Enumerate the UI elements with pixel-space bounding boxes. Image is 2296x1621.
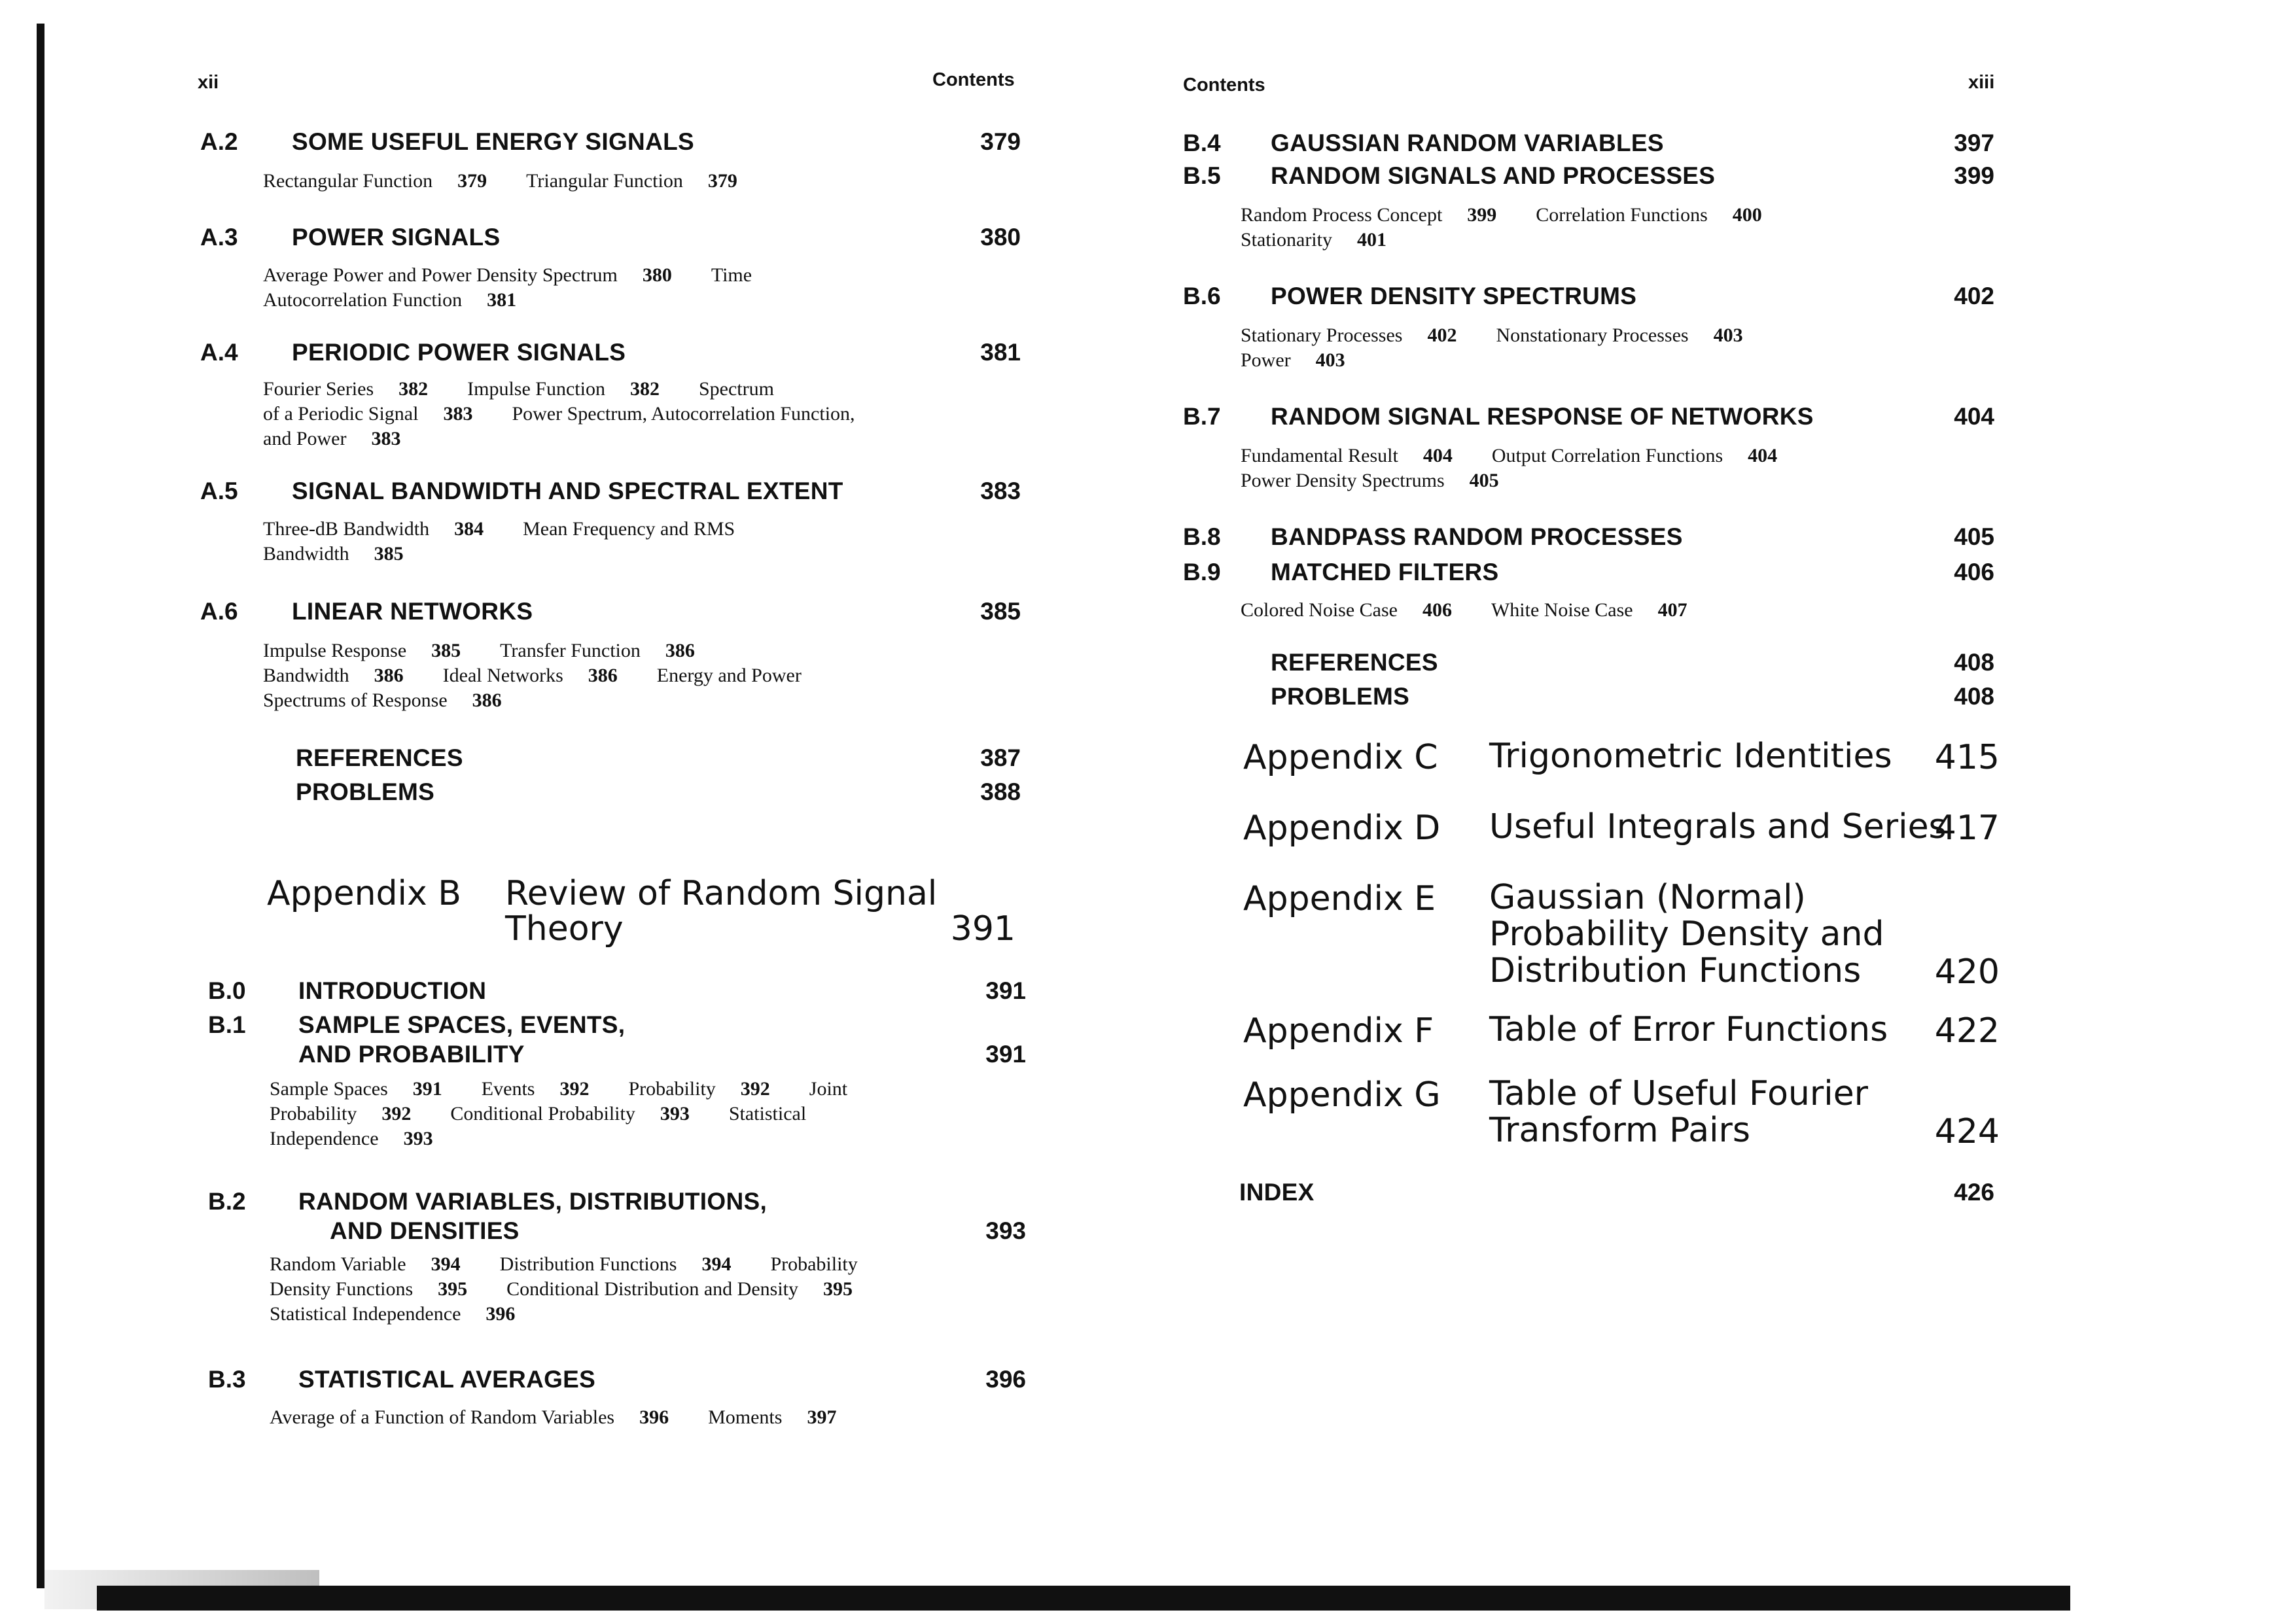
section-number: B.2 [208,1188,246,1215]
subtopic-label: Fourier Series [263,378,374,400]
subtopic-page: 382 [398,378,429,400]
section-title: RANDOM VARIABLES, DISTRIBUTIONS, [298,1188,768,1215]
subtopic-page: 379 [457,170,487,192]
section-subtopics [270,1405,875,1430]
section-page: 380 [980,224,1021,251]
subtopic-label: Moments [708,1406,783,1428]
section-number: A.5 [200,478,238,504]
subtopic-page: 394 [701,1253,732,1275]
subtopic-label: Statistical [728,1103,807,1124]
subtopic-label: Distribution Functions [499,1253,677,1275]
subtopic-label: Mean Frequency and RMS [523,518,735,540]
subtopic-line [1241,323,1782,348]
subtopic-page: 392 [559,1078,590,1100]
appendix-title [1489,738,1892,775]
subtopic-page: 396 [486,1303,516,1325]
appendix-page: 422 [1934,1011,2000,1051]
appendix-title [1489,1011,1888,1048]
appendix-title-line: Trigonometric Identities [1489,737,1892,776]
left-page-number: xii [198,72,219,93]
section-page: 391 [985,977,1026,1004]
end-matter-page: 408 [1954,649,1994,676]
subtopic-line [270,1126,847,1151]
appendix-label: Appendix G [1243,1075,1441,1115]
subtopic-page: 395 [822,1278,853,1300]
section-number: B.0 [208,977,246,1004]
section-subtopics [1241,203,1801,253]
subtopic-label: Autocorrelation Function [263,289,463,311]
section-number: B.1 [208,1011,246,1038]
appendix-title-line: Table of Useful Fourier [1489,1074,1869,1113]
section-page: 396 [985,1366,1026,1393]
subtopic-page: 394 [431,1253,461,1275]
subtopic-page: 393 [403,1128,433,1149]
subtopic-page: 404 [1422,445,1453,466]
section-subtopics [1241,444,1816,493]
subtopic-label: Impulse Function [467,378,605,400]
section-subtopics [1241,323,1782,373]
appendix-title-line: Useful Integrals and Series [1489,807,1947,846]
section-number: B.4 [1183,130,1221,156]
subtopic-page: 407 [1657,599,1687,621]
subtopic-page: 400 [1732,204,1762,226]
subtopic-label: Three-dB Bandwidth [263,518,430,540]
section-number: B.5 [1183,162,1221,189]
section-number: A.6 [200,598,238,625]
subtopic-label: Nonstationary Processes [1496,324,1689,346]
subtopic-label: Bandwidth [263,543,349,565]
subtopic-label: Joint [809,1078,848,1100]
appendix-label: Appendix F [1243,1011,1434,1051]
subtopic-label: Triangular Function [526,170,683,192]
section-title: BANDPASS RANDOM PROCESSES [1271,523,1683,550]
subtopic-page: 402 [1427,324,1457,346]
subtopic-page: 396 [639,1406,669,1428]
section-title: SOME USEFUL ENERGY SIGNALS [292,128,694,155]
subtopic-line [1241,203,1801,228]
subtopic-line [263,427,855,451]
subtopic-page: 397 [807,1406,837,1428]
appendix-title-line: Transform Pairs [1489,1111,1750,1150]
section-page: 402 [1954,283,1994,309]
subtopic-label: Stationarity [1241,229,1332,251]
section-number: B.7 [1183,403,1221,430]
section-page: 381 [980,339,1021,366]
section-title: RANDOM SIGNAL RESPONSE OF NETWORKS [1271,403,1814,430]
appendix-title-line: Distribution Functions [1489,951,1862,990]
section-title: MATCHED FILTERS [1271,559,1499,585]
section-subtopics [1241,598,1727,623]
section-number: B.9 [1183,559,1221,585]
section-number: B.3 [208,1366,246,1393]
subtopic-page: 386 [588,665,618,686]
subtopic-page: 385 [374,543,404,565]
subtopic-line [270,1252,892,1277]
subtopic-page: 382 [629,378,660,400]
index-title: INDEX [1239,1179,1315,1206]
index-page: 426 [1954,1179,1994,1206]
appendix-b-title-line2: Theory [505,909,624,949]
section-title: STATISTICAL AVERAGES [298,1366,596,1393]
section-number: A.4 [200,339,238,366]
appendix-label: Appendix E [1243,879,1436,918]
section-subtopics [263,263,752,313]
appendix-b-label: Appendix B [267,874,461,913]
subtopic-page: 381 [487,289,517,311]
section-title-line2: AND PROBABILITY [298,1041,525,1068]
subtopic-label: Average of a Function of Random Variables [270,1406,615,1428]
appendix-title [1489,1075,1868,1149]
subtopic-line [1241,228,1801,253]
subtopic-label: Conditional Probability [450,1103,635,1124]
subtopic-line [270,1302,892,1327]
subtopic-line [1241,348,1782,373]
appendix-title-line: Probability Density and [1489,915,1884,954]
subtopic-label: Power Spectrum, Autocorrelation Function, [512,403,855,425]
subtopic-page: 392 [381,1103,412,1124]
section-title: SAMPLE SPACES, EVENTS, [298,1011,626,1038]
end-matter-page: 408 [1954,683,1994,710]
subtopic-page: 391 [412,1078,442,1100]
subtopic-line [263,688,802,713]
appendix-b-page: 391 [950,909,1016,949]
end-matter-page: 387 [980,744,1021,771]
left-running-head: Contents [932,69,1015,90]
subtopic-page: 393 [660,1103,690,1124]
appendix-title-line: Table of Error Functions [1489,1010,1888,1049]
subtopic-line [263,542,735,566]
subtopic-label: Ideal Networks [442,665,563,686]
end-matter-title: REFERENCES [296,744,463,771]
subtopic-line [263,402,855,427]
subtopic-label: Power Density Spectrums [1241,470,1445,491]
section-title-line2: AND DENSITIES [330,1217,520,1244]
subtopic-label: of a Periodic Signal [263,403,419,425]
subtopic-label: Conditional Distribution and Density [506,1278,798,1300]
section-page: 383 [980,478,1021,504]
subtopic-page: 386 [374,665,404,686]
subtopic-page: 401 [1356,229,1386,251]
subtopic-page: 380 [642,264,672,286]
subtopic-label: Output Correlation Functions [1491,445,1723,466]
section-number: B.8 [1183,523,1221,550]
subtopic-page: 384 [454,518,484,540]
subtopic-page: 406 [1422,599,1452,621]
subtopic-page: 385 [431,640,461,661]
subtopic-line [1241,444,1816,468]
section-title: PERIODIC POWER SIGNALS [292,339,626,366]
subtopic-label: Stationary Processes [1241,324,1403,346]
subtopic-label: White Noise Case [1491,599,1633,621]
subtopic-line [263,377,855,402]
subtopic-label: Power [1241,349,1291,371]
subtopic-page: 403 [1713,324,1743,346]
subtopic-label: Fundamental Result [1241,445,1398,466]
section-title: GAUSSIAN RANDOM VARIABLES [1271,130,1664,156]
subtopic-page: 403 [1315,349,1345,371]
subtopic-line [263,288,752,313]
subtopic-label: Spectrums of Response [263,689,448,711]
scan-bottom-bar [97,1586,2070,1611]
subtopic-line [1241,598,1727,623]
subtopic-label: Probability [270,1103,357,1124]
end-matter-title: REFERENCES [1271,649,1438,676]
binding-edge-bar [37,24,44,1588]
subtopic-label: Probability [628,1078,716,1100]
section-subtopics [263,638,802,713]
right-running-head: Contents [1183,75,1265,96]
section-title: POWER SIGNALS [292,224,501,251]
section-subtopics [270,1077,847,1151]
appendix-page: 417 [1934,809,2000,848]
subtopic-page: 399 [1467,204,1497,226]
appendix-page: 415 [1934,738,2000,777]
appendix-b-title-line1: Review of Random Signal [505,874,938,913]
subtopic-line [1241,468,1816,493]
section-subtopics [270,1252,892,1327]
appendix-title [1489,879,1884,989]
subtopic-page: 386 [665,640,695,661]
subtopic-line [263,517,735,542]
end-matter-page: 388 [980,778,1021,805]
section-number: B.6 [1183,283,1221,309]
section-subtopics [263,517,735,566]
subtopic-label: Rectangular Function [263,170,433,192]
subtopic-line [270,1077,847,1102]
subtopic-label: Average Power and Power Density Spectrum [263,264,618,286]
section-title: POWER DENSITY SPECTRUMS [1271,283,1637,309]
subtopic-line [263,638,802,663]
section-title: RANDOM SIGNALS AND PROCESSES [1271,162,1716,189]
subtopic-line [263,263,752,288]
section-title: INTRODUCTION [298,977,487,1004]
subtopic-label: Bandwidth [263,665,349,686]
section-page: 393 [985,1217,1026,1244]
subtopic-label: Random Variable [270,1253,406,1275]
section-page: 391 [985,1041,1026,1068]
subtopic-label: Random Process Concept [1241,204,1443,226]
section-title: SIGNAL BANDWIDTH AND SPECTRAL EXTENT [292,478,843,504]
right-page-number: xiii [1968,72,1995,93]
subtopic-label: Colored Noise Case [1241,599,1398,621]
section-subtopics [263,377,855,451]
subtopic-page: 383 [371,428,401,449]
subtopic-page: 395 [438,1278,468,1300]
subtopic-label: Density Functions [270,1278,414,1300]
subtopic-line [263,663,802,688]
appendix-page: 424 [1934,1112,2000,1151]
subtopic-page: 405 [1469,470,1499,491]
subtopic-label: Impulse Response [263,640,407,661]
end-matter-title: PROBLEMS [1271,683,1410,710]
appendix-title-line: Gaussian (Normal) [1489,878,1806,917]
section-page: 379 [980,128,1021,155]
subtopic-label: Time [711,264,752,286]
subtopic-label: Transfer Function [500,640,641,661]
subtopic-page: 383 [443,403,473,425]
appendix-page: 420 [1934,952,2000,992]
subtopic-label: Sample Spaces [270,1078,388,1100]
subtopic-label: Energy and Power [656,665,802,686]
subtopic-line [270,1102,847,1126]
section-page: 399 [1954,162,1994,189]
section-page: 405 [1954,523,1994,550]
subtopic-page: 404 [1748,445,1778,466]
subtopic-label: Independence [270,1128,379,1149]
section-page: 406 [1954,559,1994,585]
appendix-label: Appendix D [1243,809,1441,848]
section-page: 404 [1954,403,1994,430]
end-matter-title: PROBLEMS [296,778,435,805]
subtopic-label: Events [481,1078,535,1100]
section-page: 385 [980,598,1021,625]
subtopic-page: 379 [707,170,737,192]
subtopic-label: Spectrum [698,378,774,400]
subtopic-label: Correlation Functions [1536,204,1708,226]
section-number: A.3 [200,224,238,251]
section-number: A.2 [200,128,238,155]
subtopic-label: and Power [263,428,347,449]
section-title: LINEAR NETWORKS [292,598,533,625]
appendix-label: Appendix C [1243,738,1438,777]
section-subtopics [263,169,777,194]
subtopic-line [263,169,777,194]
subtopic-label: Probability [770,1253,858,1275]
subtopic-line [270,1405,875,1430]
subtopic-line [270,1277,892,1302]
subtopic-page: 386 [472,689,502,711]
section-page: 397 [1954,130,1994,156]
subtopic-page: 392 [740,1078,770,1100]
subtopic-label: Statistical Independence [270,1303,461,1325]
